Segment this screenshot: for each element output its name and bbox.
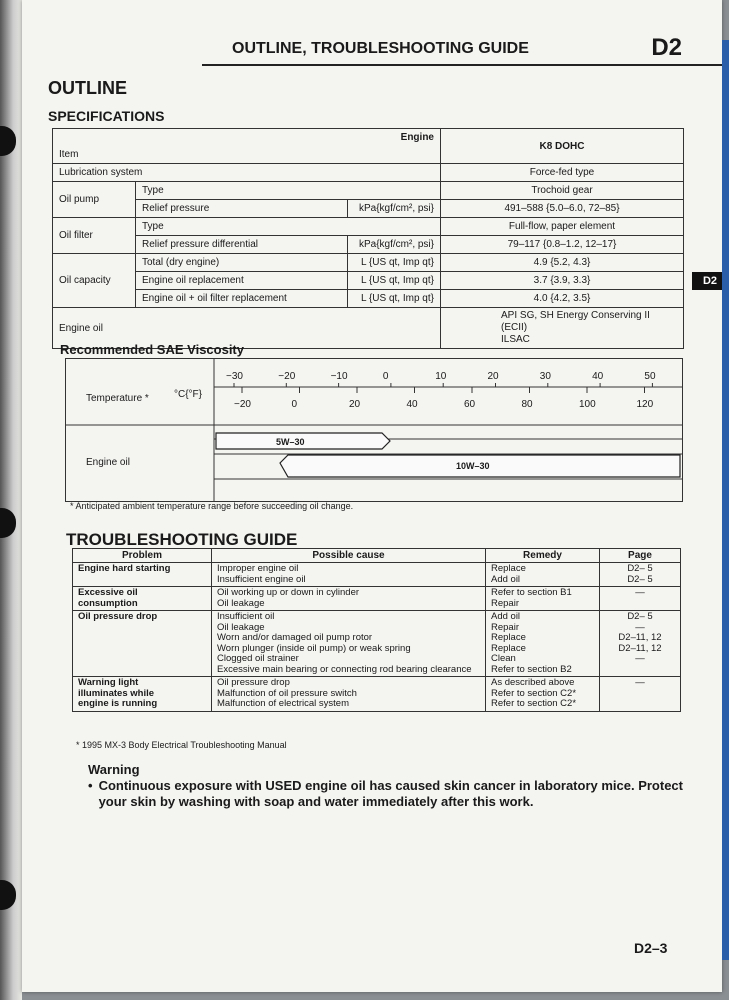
th-problem: Problem <box>73 549 212 563</box>
section-tab: D2 <box>692 272 728 290</box>
spec-head-value: K8 DOHC <box>441 129 684 164</box>
capacity-row-unit: L {US qt, Imp qt} <box>348 272 441 290</box>
capacity-row-value: 4.9 {5.2, 4.3} <box>441 254 684 272</box>
celsius-tick-label: 0 <box>382 371 389 382</box>
oil-filter-type-value: Full-flow, paper element <box>441 218 684 236</box>
celsius-tick-label: 10 <box>435 371 447 382</box>
spec-head-engine: Engine <box>53 129 441 147</box>
header-code: D2 <box>651 34 682 61</box>
spec-head-item: Item <box>53 146 441 164</box>
cause-cell: Insufficient oil Oil leakage Worn and/or damaged oil pump rotor Worn plunger (inside oil pump) or weak spring Clogged oil strainer Excessive main bearing or connecting rod bearing clearance <box>212 611 486 677</box>
fahrenheit-tick-label: 100 <box>579 399 596 410</box>
fahrenheit-tick-label: 120 <box>636 399 654 410</box>
celsius-tick-label: −10 <box>330 371 348 382</box>
cause-cell: Oil working up or down in cylinder Oil leakage <box>212 587 486 611</box>
lubrication-label: Lubrication system <box>53 164 441 182</box>
oil-pump-type-value: Trochoid gear <box>441 182 684 200</box>
troubleshooting-footnote: * 1995 MX-3 Body Electrical Troubleshooting Manual <box>76 740 287 750</box>
specifications-title: SPECIFICATIONS <box>48 108 165 124</box>
lubrication-value: Force-fed type <box>441 164 684 182</box>
oil-filter-label: Oil filter <box>53 218 136 254</box>
temperature-unit: °C{°F} <box>174 389 203 400</box>
remedy-cell: Add oil Repair Replace Replace Clean Refer to section B2 <box>486 611 600 677</box>
table-row <box>73 677 681 712</box>
engine-oil-value-line1: API SG, SH Energy Conserving II (ECII) <box>501 310 650 333</box>
page-cell: D2– 5 — D2–11, 12 D2–11, 12 — <box>600 611 681 677</box>
problem-cell: Oil pressure drop <box>73 611 212 677</box>
capacity-row-value: 3.7 {3.9, 3.3} <box>441 272 684 290</box>
page-cell: — <box>600 677 681 712</box>
problem-cell: Excessive oil consumption <box>73 587 212 611</box>
temperature-label: Temperature * <box>86 393 149 404</box>
outline-title: OUTLINE <box>48 78 127 98</box>
page-header <box>202 36 722 66</box>
celsius-tick-label: 50 <box>644 371 656 382</box>
warning-item <box>88 778 688 810</box>
troubleshooting-table <box>72 548 681 712</box>
oil-pump-label: Oil pump <box>53 182 136 218</box>
viscosity-chart <box>65 358 683 502</box>
th-cause: Possible cause <box>212 549 486 563</box>
grade-label: 10W–30 <box>456 461 490 471</box>
fahrenheit-tick-label: 40 <box>406 399 418 410</box>
viscosity-chart-svg <box>66 359 682 501</box>
oil-filter-type-label: Type <box>136 218 441 236</box>
remedy-cell: Refer to section B1 Repair <box>486 587 600 611</box>
fahrenheit-tick-label: 60 <box>464 399 476 410</box>
page-cell: D2– 5 D2– 5 <box>600 563 681 587</box>
capacity-row-value: 4.0 {4.2, 3.5} <box>441 290 684 308</box>
page-number: D2–3 <box>634 940 668 956</box>
capacity-row-unit: L {US qt, Imp qt} <box>348 290 441 308</box>
celsius-tick-label: 40 <box>592 371 604 382</box>
oil-filter-relief-unit: kPa{kgf/cm², psi} <box>348 236 441 254</box>
capacity-row-unit: L {US qt, Imp qt} <box>348 254 441 272</box>
warning-title: Warning <box>88 762 140 777</box>
celsius-tick-label: 30 <box>539 371 551 382</box>
viscosity-title: Recommended SAE Viscosity <box>60 342 244 357</box>
table-row <box>73 611 681 677</box>
celsius-tick-label: −30 <box>226 371 243 382</box>
fahrenheit-tick-label: −20 <box>234 399 251 410</box>
engine-oil-label: Engine oil <box>86 457 130 468</box>
oil-filter-relief-label: Relief pressure differential <box>136 236 348 254</box>
cause-cell: Improper engine oil Insufficient engine oil <box>212 563 486 587</box>
fahrenheit-tick-label: 0 <box>291 399 298 410</box>
remedy-cell: As described above Refer to section C2* Refer to section C2* <box>486 677 600 712</box>
bullet-icon: • <box>88 778 93 793</box>
problem-cell: Warning light illuminates while engine is running <box>73 677 212 712</box>
fahrenheit-tick-label: 20 <box>349 399 361 410</box>
specifications-table <box>52 128 684 349</box>
table-row <box>73 587 681 611</box>
celsius-tick-label: 20 <box>487 371 499 382</box>
problem-cell: Engine hard starting <box>73 563 212 587</box>
th-remedy: Remedy <box>486 549 600 563</box>
oil-capacity-label: Oil capacity <box>53 254 136 308</box>
capacity-row-label: Engine oil + oil filter replacement <box>136 290 348 308</box>
remedy-cell: Replace Add oil <box>486 563 600 587</box>
oil-pump-relief-label: Relief pressure <box>136 200 348 218</box>
page-cell: — <box>600 587 681 611</box>
table-row <box>73 563 681 587</box>
oil-pump-relief-unit: kPa{kgf/cm², psi} <box>348 200 441 218</box>
oil-pump-relief-value: 491–588 {5.0–6.0, 72–85} <box>441 200 684 218</box>
fahrenheit-tick-label: 80 <box>521 399 533 410</box>
header-title: OUTLINE, TROUBLESHOOTING GUIDE <box>232 40 529 57</box>
document-page <box>22 0 722 992</box>
engine-oil-value-line2: ILSAC <box>501 334 530 345</box>
warning-block <box>88 762 688 810</box>
th-page: Page <box>600 549 681 563</box>
oil-pump-type-label: Type <box>136 182 441 200</box>
cause-cell: Oil pressure drop Malfunction of oil pressure switch Malfunction of electrical system <box>212 677 486 712</box>
celsius-tick-label: −20 <box>278 371 296 382</box>
blue-page-edge <box>722 40 729 960</box>
engine-oil-label: Engine oil <box>53 308 441 349</box>
viscosity-note: * Anticipated ambient temperature range before succeeding oil change. <box>70 501 354 511</box>
warning-text: Continuous exposure with USED engine oil has caused skin cancer in laboratory mice. Protect your skin by washing with soap and water immediately after this work. <box>98 778 683 809</box>
capacity-row-label: Engine oil replacement <box>136 272 348 290</box>
engine-oil-value <box>441 308 684 349</box>
oil-filter-relief-value: 79–117 {0.8–1.2, 12–17} <box>441 236 684 254</box>
troubleshooting-title: TROUBLESHOOTING GUIDE <box>66 530 298 549</box>
grade-label: 5W–30 <box>276 437 305 447</box>
capacity-row-label: Total (dry engine) <box>136 254 348 272</box>
